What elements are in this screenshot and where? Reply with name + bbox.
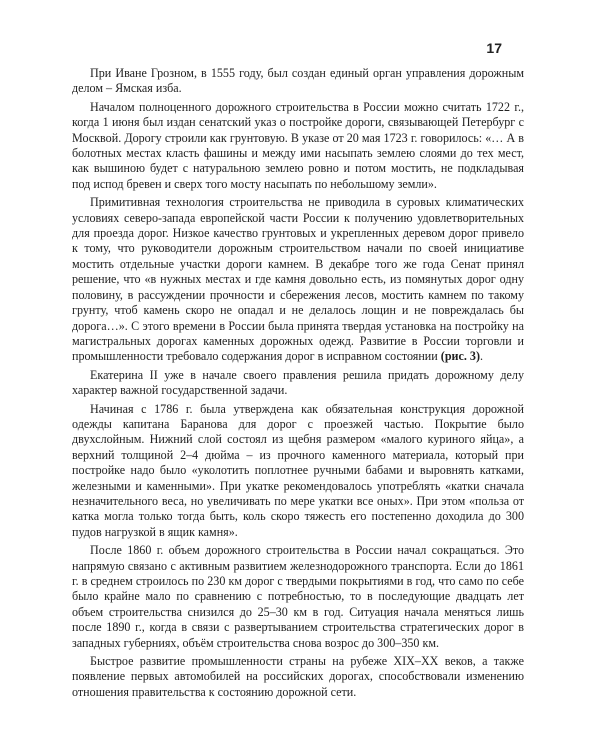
page-number: 17 bbox=[486, 40, 502, 56]
paragraph-7: Быстрое развитие промышленности страны на рубеже XIX–XX веков, а также появление первых автомобилей на российских дорогах, способствовали изменению отношения правительства к состоянию дорожной сети. bbox=[72, 654, 524, 699]
paragraph-3-text: Примитивная технология строительства не приводила в суровых климатических условиях северо-запада европейской части России к получению удовлетворительных для проезда дорог. Низкое качество грунтовых и укрепленных деревом дорог привело к тому, что руководители дорожным строительством начали по своей инициативе мостить отдельные участки дороги камнем. В декабре того же года Сенат принял решение, что «в нужных местах и где камня довольно есть, из помянутых дорог одну половину, в рассуждении прочности и сбережения лесов, мостить камнем по такому грунту, чтоб камень скоро не опадал и не делалось лощин и не повреждалась бы дорога…». С этого времени в России была принята твердая установка на постройку на магистральных дорогах каменных дорожных одежд. Развитие в России торговли и промышленности требовало содержания дорог в исправном состоянии bbox=[72, 195, 524, 364]
figure-reference: (рис. 3) bbox=[440, 349, 481, 364]
paragraph-4: Екатерина II уже в начале своего правления решила придать дорожному делу характер важной государственной задачи. bbox=[72, 367, 524, 398]
paragraph-5: Начиная с 1786 г. была утверждена как обязательная конструкция дорожной одежды капитана Баранова для дорог с проезжей частью. Покрытие было двухслойным. Нижний слой состоял из щебня размером «малого куриного яйца», а верхний толщиной 2–4 дюйма – из прочного каменного материала, который при постройке надо было «уколотить поплотнее ручными бабами и выровнять катками, железными и каменными». При укатке рекомендовалось употреблять «катки сначала незначительного веса, но увеличивать по мере укатки все оных». При этом «польза от катка могла только тогда быть, коль скоро тяжесть его постепенно доходила до 300 пудов нагрузкой в ящик камня». bbox=[72, 401, 524, 539]
body-text bbox=[72, 66, 524, 703]
figure-reference-suffix: . bbox=[480, 349, 484, 364]
paragraph-6: После 1860 г. объем дорожного строительства в России начал сокращаться. Это напрямую связано с активным развитием железнодорожного транспорта. Если до 1861 г. в среднем строилось по 230 км дорог с твердыми покрытиями в год, что само по себе было крайне мало по сравнению с потребностью, то в последующие двадцать лет объем строительства снизился до 25–30 км в год. Ситуация начала меняться лишь после 1890 г., когда в связи с развертыванием строительства стратегических дорог в западных губерниях, объём строительства снова возрос до 300–350 км. bbox=[72, 543, 524, 650]
paragraph-2: Началом полноценного дорожного строительства в России можно считать 1722 г., когда 1 июня был издан сенатский указ о постройке дороги, связывающей Петербург с Москвой. Дорогу строили как грунтовую. В указе от 20 мая 1723 г. говорилось: «… А в болотных местах класть фашины и между ими насыпать землею слоями до тех мест, как вышиною будет с натуральною землею ровно и потом мостить, не подкладывая под испод бревен и сверх того мосту насыпать по небольшому земли». bbox=[72, 99, 524, 191]
paragraph-1: При Иване Грозном, в 1555 году, был создан единый орган управления дорожным делом – Ямская изба. bbox=[72, 66, 524, 96]
paragraph-3 bbox=[72, 195, 524, 364]
